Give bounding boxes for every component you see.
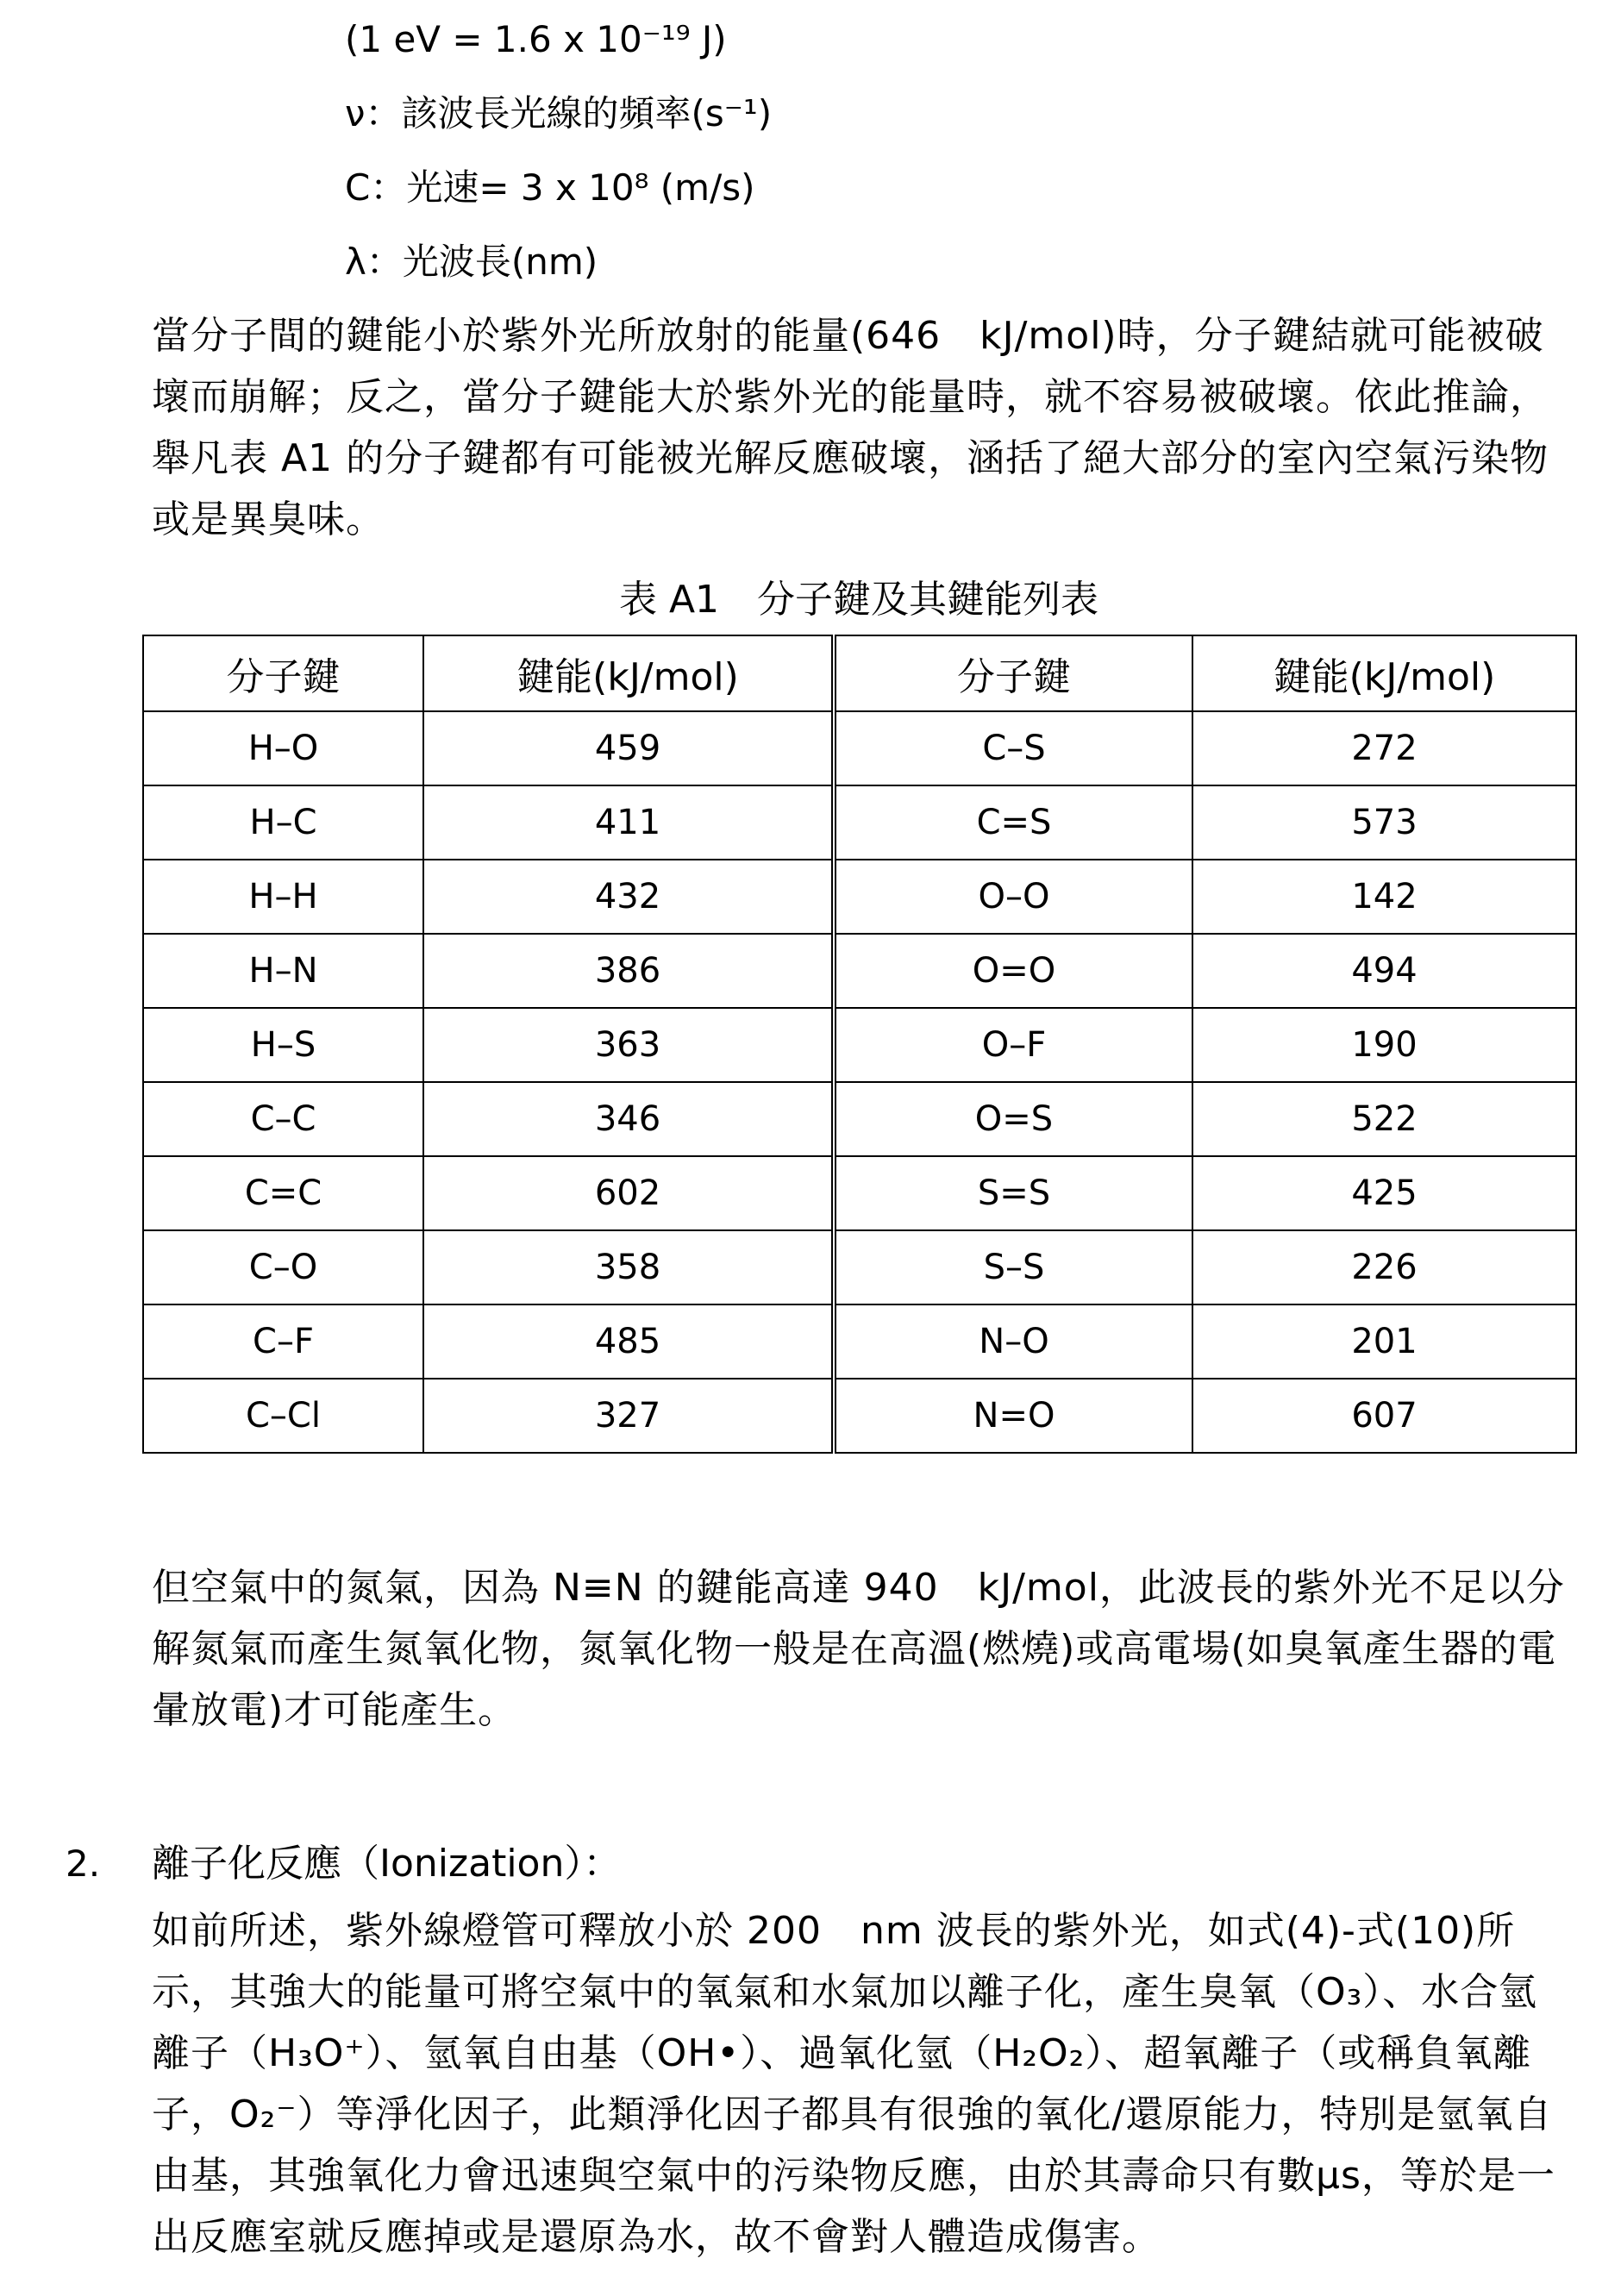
table-row <box>143 1379 1576 1453</box>
cell-energy-left: 327 <box>423 1379 834 1453</box>
table-body <box>143 711 1576 1453</box>
cell-bond-left: C–F <box>143 1304 423 1379</box>
table-row <box>143 785 1576 860</box>
section-title-ionization: 離子化反應（Ionization）： <box>152 1842 622 1886</box>
cell-bond-left: C–C <box>143 1082 423 1156</box>
cell-bond-right: O–F <box>834 1008 1192 1082</box>
header-bond-right: 分子鍵 <box>834 635 1192 711</box>
cell-energy-right: 272 <box>1192 711 1576 785</box>
bond-energy-table <box>142 635 1577 1454</box>
cell-bond-right: N–O <box>834 1304 1192 1379</box>
table-row <box>143 1230 1576 1304</box>
header-energy-left: 鍵能(kJ/mol) <box>423 635 834 711</box>
cell-bond-right: C=S <box>834 785 1192 860</box>
cell-bond-left: H–O <box>143 711 423 785</box>
cell-energy-left: 602 <box>423 1156 834 1230</box>
cell-bond-right: N=O <box>834 1379 1192 1453</box>
cell-energy-left: 459 <box>423 711 834 785</box>
cell-bond-right: S–S <box>834 1230 1192 1304</box>
table-caption: 表 A1 分子鍵及其鍵能列表 <box>618 578 1099 622</box>
cell-energy-left: 411 <box>423 785 834 860</box>
cell-energy-right: 494 <box>1192 934 1576 1008</box>
cell-bond-left: H–H <box>143 860 423 934</box>
header-energy-right: 鍵能(kJ/mol) <box>1192 635 1576 711</box>
paragraph-ionization: 如前所述，紫外線燈管可釋放小於 200 nm 波長的紫外光，如式(4)-式(10)所示，其強大的能量可將空氣中的氧氣和水氣加以離子化，產生臭氧（O₃）、水合氫離子（H₃O⁺）、氫氧自由基（OH•）、過氧化氫（H₂O₂）、超氧離子（或稱負氧離子，O₂⁻）等淨化因子，此類淨化因子都具有很強的氧化/還原能力，特別是氫氧自由基，其強氧化力會迅速與空氣中的污染物反應，由於其壽命只有數μs，等於是一出反應室就反應掉或是還原為水，故不會對人體造成傷害。 <box>152 1909 1555 2259</box>
cell-bond-right: C–S <box>834 711 1192 785</box>
cell-energy-right: 226 <box>1192 1230 1576 1304</box>
header-bond-left: 分子鍵 <box>143 635 423 711</box>
cell-energy-left: 358 <box>423 1230 834 1304</box>
cell-energy-right: 425 <box>1192 1156 1576 1230</box>
cell-bond-right: O=S <box>834 1082 1192 1156</box>
cell-energy-right: 573 <box>1192 785 1576 860</box>
table-header-row <box>143 635 1576 711</box>
cell-bond-left: C–O <box>143 1230 423 1304</box>
cell-energy-right: 522 <box>1192 1082 1576 1156</box>
table-row <box>143 1082 1576 1156</box>
cell-energy-right: 201 <box>1192 1304 1576 1379</box>
cell-energy-left: 386 <box>423 934 834 1008</box>
cell-bond-left: H–C <box>143 785 423 860</box>
definition-speed-of-light: C：光速= 3 x 10⁸ (m/s) <box>345 166 755 209</box>
paragraph-nitrogen: 但空氣中的氮氣，因為 N≡N 的鍵能高達 940 kJ/mol，此波長的紫外光不足以分解氮氣而產生氮氧化物，氮氧化物一般是在高溫(燃燒)或高電場(如臭氧產生器的電暈放電)才可能產生。 <box>152 1566 1565 1732</box>
cell-energy-right: 607 <box>1192 1379 1576 1453</box>
cell-energy-left: 432 <box>423 860 834 934</box>
definition-ev: (1 eV = 1.6 x 10⁻¹⁹ J) <box>345 18 727 60</box>
table-row <box>143 711 1576 785</box>
table-row <box>143 1156 1576 1230</box>
definition-wavelength: λ：光波長(nm) <box>345 241 598 283</box>
cell-bond-left: C–Cl <box>143 1379 423 1453</box>
table-row <box>143 1304 1576 1379</box>
cell-energy-left: 485 <box>423 1304 834 1379</box>
definition-frequency: ν：該波長光線的頻率(s⁻¹) <box>345 92 773 135</box>
cell-bond-left: H–N <box>143 934 423 1008</box>
cell-bond-right: O=O <box>834 934 1192 1008</box>
cell-bond-left: H–S <box>143 1008 423 1082</box>
cell-energy-right: 142 <box>1192 860 1576 934</box>
section-number: 2. <box>66 1842 101 1885</box>
table-row <box>143 1008 1576 1082</box>
paragraph-bond-energy: 當分子間的鍵能小於紫外光所放射的能量(646 kJ/mol)時，分子鍵結就可能被破壞而崩解；反之，當分子鍵能大於紫外光的能量時，就不容易被破壞。依此推論，舉凡表 A1 的分子鍵都有可能被光解反應破壞，涵括了絕大部分的室內空氣污染物或是異臭味。 <box>152 314 1549 541</box>
cell-energy-left: 346 <box>423 1082 834 1156</box>
table-row <box>143 934 1576 1008</box>
cell-bond-right: S=S <box>834 1156 1192 1230</box>
cell-energy-right: 190 <box>1192 1008 1576 1082</box>
cell-bond-right: O–O <box>834 860 1192 934</box>
cell-bond-left: C=C <box>143 1156 423 1230</box>
table-row <box>143 860 1576 934</box>
cell-energy-left: 363 <box>423 1008 834 1082</box>
